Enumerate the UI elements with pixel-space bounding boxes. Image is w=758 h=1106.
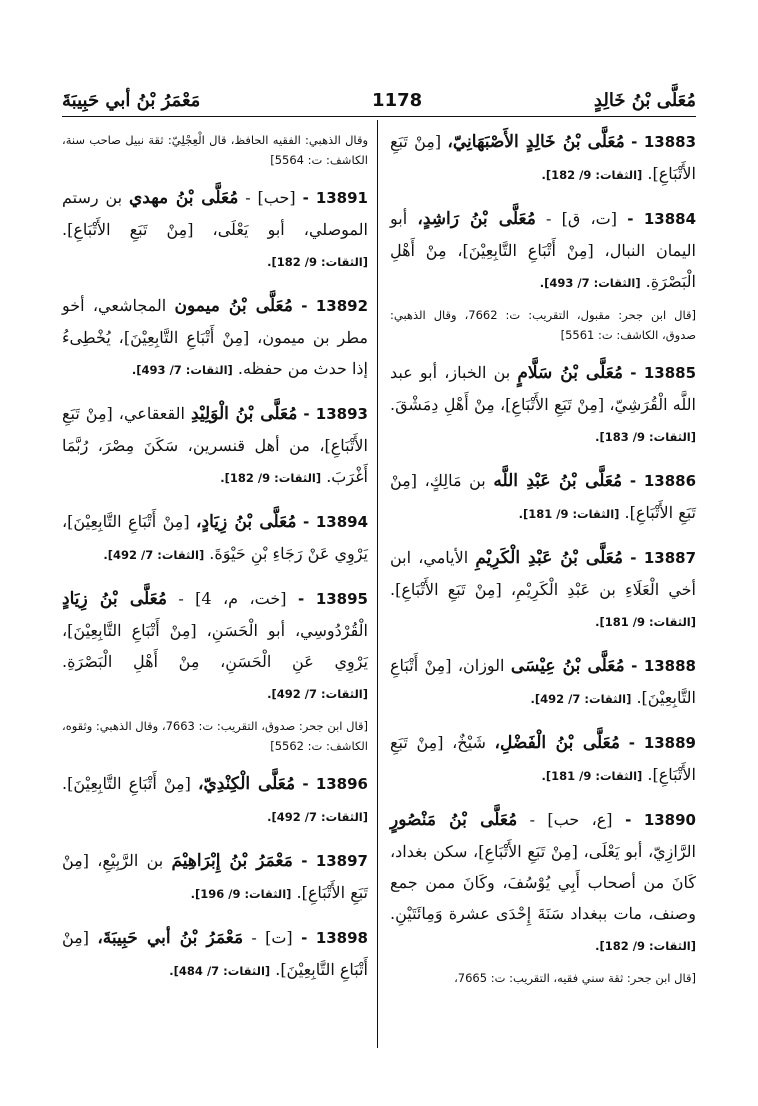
entry-citation: [الثقات: 9/ 181]. [541, 769, 643, 783]
entry-citation: [الثقات: 9/ 183]. [595, 430, 696, 444]
entry [62, 583, 368, 710]
column-divider [377, 120, 378, 1048]
entry [62, 845, 368, 910]
footnote-continued: وقال الذهبي: الفقيه الحافظ، قال الْعِجْلِيّ: ثقة نبيل صاحب سنة، الكاشف: ت: 5564] [62, 133, 368, 167]
entry [62, 398, 368, 494]
entry-citation: [الثقات: 9/ 181]. [595, 615, 696, 629]
entry-text: الرَّازِيّ، أبو يَعْلَى، [مِنْ تَبَعِ الأَتْبَاعِ]، سكن بغداد، كَانَ من أصحاب أَبِي يُوْسُفَ، وكَانَ ممن جمع وصنف، مات ببغداد سَنَةَ إِحْدَى عشرة وَمِائَتَيْنِ. [390, 842, 696, 923]
entry-text: بن مَالِكٍ، [مِنْ تَبَعِ الأَتْبَاعِ]. [390, 471, 696, 522]
entry [62, 922, 368, 987]
entry-name: مُعَلَّى بْنُ زِيَادٍ، [196, 512, 297, 532]
footnote: [قال ابن جحر: مقبول، التقريب: ت: 7662، وقال الذهبي: صدوق، الكاشف: ت: 5561] [390, 308, 696, 342]
entry-name: مُعَلَّى بْنُ عَبْدِ اللَّه [493, 471, 623, 491]
entry-citation: [الثقات: 7/ 484]. [169, 964, 271, 978]
entry-text: [مِنْ أَتْبَاعِ التَّابِعِيْنَ]. [62, 774, 198, 793]
entry [390, 203, 696, 299]
entry [62, 182, 368, 278]
entry [390, 357, 696, 453]
entry-name: مُعَلَّى بْنُ عِيْسَى [510, 656, 625, 676]
entry-name: مُعَلَّى بْنُ عَبْدِ الْكَرِيْمِ [475, 548, 624, 568]
entry [390, 465, 696, 530]
running-header [62, 86, 696, 114]
header-right-title: مُعَلَّى بْنُ خَالِدٍ [593, 89, 696, 111]
entry-number: 13888 - [624, 657, 696, 675]
entry-citation: [الثقات: 9/ 182]. [541, 168, 643, 182]
header-left-title: مَعْمَرُ بْنُ أبي حَبِيبَةَ [62, 89, 201, 111]
entry-citation: [الثقات: 7/ 492]. [267, 810, 368, 824]
entry-number: 13894 - [296, 513, 369, 531]
entry-text: القعقاعي، [مِنْ تَبَعِ الأَتْبَاعِ]، من أهل قنسرين، سَكَنَ مِصْرَ، رُبَّمَا أَغْرَبَ. [62, 404, 368, 486]
entry-text: [مِنْ أَتْبَاعِ التَّابِعِيْنَ]. [62, 928, 368, 979]
entry-prefix: [ت، ق] - [535, 209, 617, 228]
entry-citation: [الثقات: 9/ 181]. [518, 507, 620, 521]
entry-name: مُعَلَّى بْنُ خَالِدٍ الأَصْبَهَانِيّ، [447, 132, 625, 152]
entry-number: 13896 - [295, 775, 368, 793]
entry [390, 804, 696, 962]
entry-number: 13885 - [623, 364, 697, 382]
left-column [62, 126, 368, 999]
entry-number: 13886 - [622, 472, 697, 490]
entry-prefix: [حب] - [238, 188, 296, 207]
entry-number: 13891 - [295, 189, 368, 207]
entry-number: 13897 - [292, 852, 368, 870]
entry-name: مُعَلَّى بْنُ الْفَضْلِ، [494, 733, 620, 753]
entry-name: مُعَلَّى بْنُ ميمون [174, 296, 293, 316]
entry [390, 727, 696, 792]
entry-number: 13893 - [297, 405, 368, 423]
entry-text: بن الرَّبِيْعِ، [مِنْ تَبَعِ الأَتْبَاعِ]. [62, 851, 368, 902]
entry-name: مُعَلَّى بْنُ مهدي [128, 188, 239, 208]
entry-citation: [الثقات: 7/ 492]. [530, 692, 632, 706]
entry-number: 13883 - [624, 133, 697, 151]
entry-number: 13884 - [616, 210, 697, 228]
footnote: [قال ابن جحر: ثقة سني فقيه، التقريب: ت: 7665، [454, 971, 696, 985]
entry-text: الوزان، [مِنْ أَتْبَاعِ التَّابِعِيْنَ]. [390, 656, 696, 707]
entry-citation: [الثقات: 7/ 492]. [103, 548, 205, 562]
entry-name: مُعَلَّى بْنُ رَاشِدٍ، [417, 209, 536, 229]
entry-citation: [الثقات: 7/ 493]. [539, 276, 641, 290]
entry-text: بن الخباز، أبو عبد اللَّه الْقُرَشِيّ، [مِنْ تَبَعِ الأَتْبَاعِ]، مِنْ أَهْلِ دِمَشْقَ. [390, 363, 696, 414]
entry-text: الْقُرْدُوسِي، أبو الْحَسَنِ، [مِنْ أَتْبَاعِ التَّابِعِيْنَ]، يَرْوِي عَنِ الْحَسَنِ، مِنْ أَهْلِ الْبَصْرَةِ. [62, 621, 368, 671]
entry-number: 13890 - [612, 811, 696, 829]
entry [390, 126, 696, 191]
entry [62, 506, 368, 571]
entry-prefix: [ع، حب] - [517, 810, 613, 829]
entry-text: بن رستم الموصلي، أبو يَعْلَى، [مِنْ تَبَعِ الأَتْبَاعِ]. [62, 188, 368, 239]
entry [62, 290, 368, 386]
right-column [390, 126, 696, 1000]
entry-name: مُعَلَّى الْكِنْدِيّ، [197, 774, 296, 794]
entry-citation: [الثقات: 9/ 196]. [190, 887, 292, 901]
entry-number: 13887 - [623, 549, 697, 567]
entry-text: المجاشعي، أخو مطر بن ميمون، [مِنْ أَتْبَاعِ التَّابِعِيْنَ]، يُخْطِىءُ إذا حدث من حفظه. [62, 296, 368, 378]
footnote: [قال ابن جحر: صدوق، التقريب: ت: 7663، وقال الذهبي: وثقوه، الكاشف: ت: 5562] [62, 719, 368, 753]
entry-citation: [الثقات: 7/ 493]. [131, 363, 233, 377]
entry-text: أبو اليمان النبال، [مِنْ أَتْبَاعِ التَّابِعِيْنَ]، مِنْ أَهْلِ الْبَصْرَةِ. [390, 209, 696, 291]
entry-name: مَعْمَرُ بْنُ أبي حَبِيبَةَ، [97, 928, 244, 948]
entry-text: الأيامي، ابن أخي الْعَلَاءِ بن عَبْدِ الْكَرِيْمِ، [مِنْ تَبَعِ الأَتْبَاعِ]. [390, 548, 696, 599]
entry-prefix: [خت، م، 4] - [166, 589, 287, 608]
entry-prefix: [ت] - [243, 928, 293, 947]
entry-name: مُعَلَّى بْنُ زِيَادٍ [62, 589, 167, 609]
entry-citation: [الثقات: 7/ 492]. [267, 687, 368, 701]
entry-name: مَعْمَرُ بْنُ إِبْرَاهِيْمَ [171, 851, 293, 871]
entry-text: شَيْخٌ، [مِنْ تَبَعِ الأَتْبَاعِ]. [390, 733, 696, 784]
entry-text: [مِنْ تَبَعِ الأَتْبَاعِ]. [390, 132, 696, 183]
entry-number: 13889 - [619, 734, 696, 752]
page-number: 1178 [372, 89, 423, 111]
entry [390, 542, 696, 638]
entry-number: 13895 - [286, 590, 368, 608]
entry-text: [مِنْ أَتْبَاعِ التَّابِعِيْنَ]، يَرْوِي عَنْ رَجَاءِ بْنِ حَيْوَةَ. [62, 512, 368, 563]
entry-number: 13898 - [292, 929, 368, 947]
header-rule [62, 116, 696, 117]
entry-citation: [الثقات: 9/ 182]. [595, 939, 696, 953]
entry-number: 13892 - [292, 297, 369, 315]
entry [62, 768, 368, 833]
entry-citation: [الثقات: 9/ 182]. [220, 471, 322, 485]
entry-name: مُعَلَّى بْنُ مَنْصُورٍ [390, 810, 518, 830]
entry-citation: [الثقات: 9/ 182]. [267, 255, 368, 269]
entry-name: مُعَلَّى بْنُ الْوَلِيْدِ [190, 404, 298, 424]
entry-name: مُعَلَّى بْنُ سَلَّامٍ [517, 363, 624, 383]
entry [390, 650, 696, 715]
